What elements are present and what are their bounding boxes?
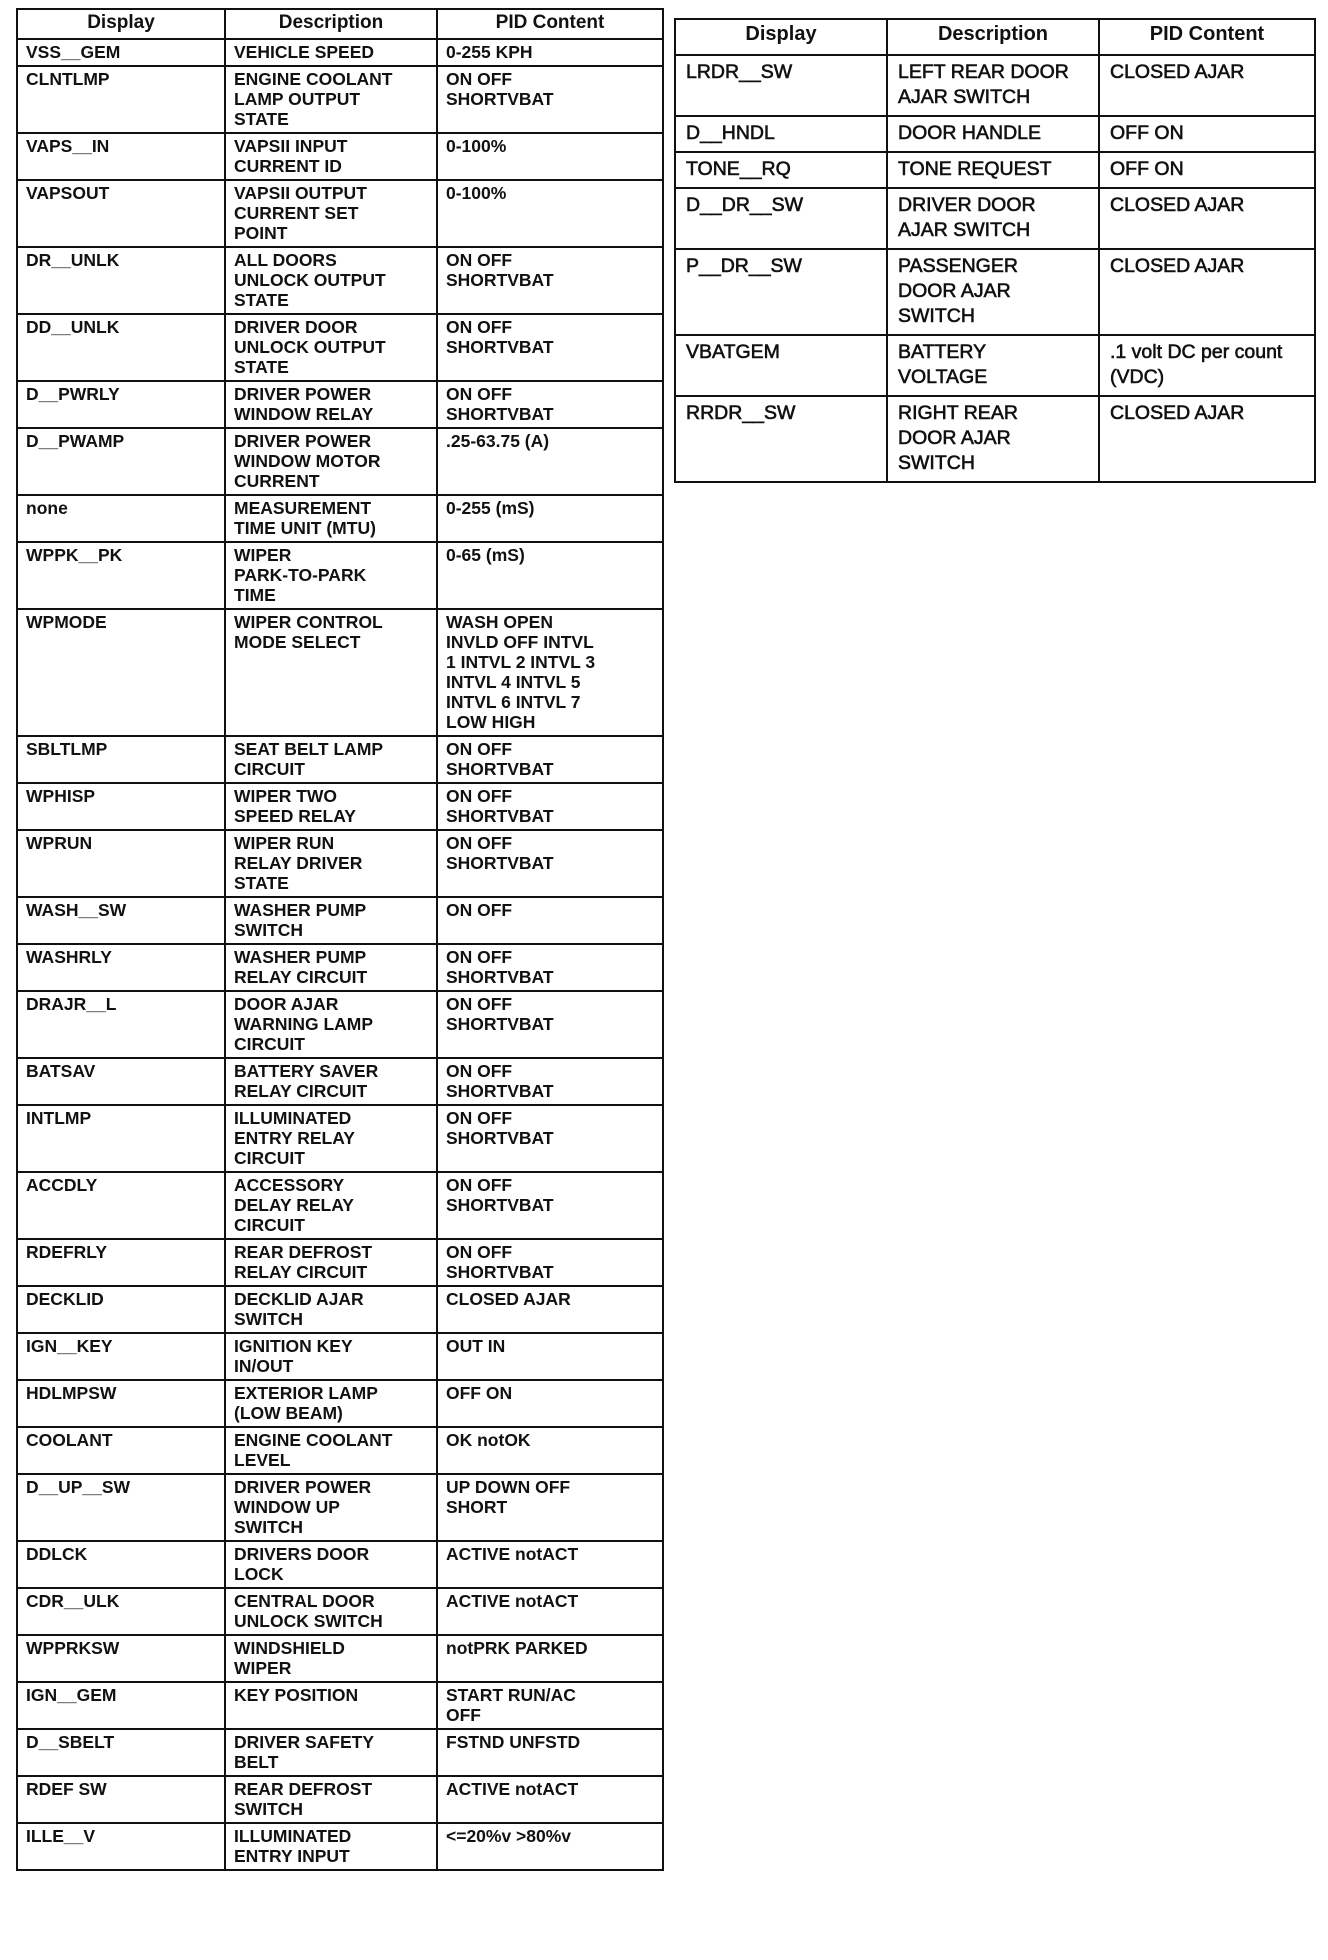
table-row <box>675 152 1315 188</box>
cell-description: DRIVER POWER WINDOW RELAY <box>225 381 437 428</box>
table-row <box>17 180 663 247</box>
cell-pid-content: UP DOWN OFF SHORT <box>437 1474 663 1541</box>
cell-pid-content: WASH OPEN INVLD OFF INTVL 1 INTVL 2 INTVL 3 INTVL 4 INTVL 5 INTVL 6 INTVL 7 LOW HIGH <box>437 609 663 736</box>
table-row <box>17 897 663 944</box>
cell-pid-content: ON OFF SHORTVBAT <box>437 736 663 783</box>
header-description: Description <box>887 19 1099 55</box>
cell-description: REAR DEFROST SWITCH <box>225 1776 437 1823</box>
header-description: Description <box>225 9 437 39</box>
left-header-row <box>17 9 663 39</box>
cell-display: WPPK__PK <box>17 542 225 609</box>
cell-pid-content: ON OFF SHORTVBAT <box>437 247 663 314</box>
cell-description: DRIVERS DOOR LOCK <box>225 1541 437 1588</box>
cell-display: RDEFRLY <box>17 1239 225 1286</box>
cell-display: ACCDLY <box>17 1172 225 1239</box>
cell-description: WASHER PUMP SWITCH <box>225 897 437 944</box>
cell-pid-content: ON OFF SHORTVBAT <box>437 1058 663 1105</box>
cell-pid-content: ON OFF SHORTVBAT <box>437 991 663 1058</box>
table-row <box>17 1058 663 1105</box>
cell-description: MEASUREMENT TIME UNIT (MTU) <box>225 495 437 542</box>
cell-description: BATTERY SAVER RELAY CIRCUIT <box>225 1058 437 1105</box>
cell-display: DRAJR__L <box>17 991 225 1058</box>
cell-description: KEY POSITION <box>225 1682 437 1729</box>
cell-description: RIGHT REAR DOOR AJAR SWITCH <box>887 396 1099 482</box>
cell-display: IGN__KEY <box>17 1333 225 1380</box>
cell-description: WIPER CONTROL MODE SELECT <box>225 609 437 736</box>
table-row <box>17 736 663 783</box>
cell-display: CDR__ULK <box>17 1588 225 1635</box>
table-row <box>17 495 663 542</box>
cell-description: DRIVER DOOR AJAR SWITCH <box>887 188 1099 249</box>
table-row <box>17 944 663 991</box>
cell-pid-content: ON OFF <box>437 897 663 944</box>
table-row <box>675 188 1315 249</box>
cell-display: RRDR__SW <box>675 396 887 482</box>
table-row <box>17 830 663 897</box>
cell-display: D__SBELT <box>17 1729 225 1776</box>
cell-description: DRIVER SAFETY BELT <box>225 1729 437 1776</box>
left-pid-table <box>16 8 664 1871</box>
right-table-body <box>675 55 1315 482</box>
table-row <box>675 335 1315 396</box>
cell-pid-content: OK notOK <box>437 1427 663 1474</box>
cell-description: IGNITION KEY IN/OUT <box>225 1333 437 1380</box>
cell-description: VAPSII INPUT CURRENT ID <box>225 133 437 180</box>
cell-description: WINDSHIELD WIPER <box>225 1635 437 1682</box>
cell-pid-content: ON OFF SHORTVBAT <box>437 944 663 991</box>
cell-display: CLNTLMP <box>17 66 225 133</box>
cell-pid-content: ON OFF SHORTVBAT <box>437 381 663 428</box>
cell-pid-content: 0-100% <box>437 180 663 247</box>
cell-display: WPHISP <box>17 783 225 830</box>
cell-description: WIPER RUN RELAY DRIVER STATE <box>225 830 437 897</box>
cell-display: LRDR__SW <box>675 55 887 116</box>
cell-display: INTLMP <box>17 1105 225 1172</box>
table-row <box>17 609 663 736</box>
table-row <box>17 1776 663 1823</box>
cell-pid-content: ON OFF SHORTVBAT <box>437 1239 663 1286</box>
cell-pid-content: CLOSED AJAR <box>1099 396 1315 482</box>
right-header-row <box>675 19 1315 55</box>
left-table-header <box>17 9 663 39</box>
cell-description: WASHER PUMP RELAY CIRCUIT <box>225 944 437 991</box>
cell-pid-content: ON OFF SHORTVBAT <box>437 1105 663 1172</box>
cell-pid-content: 0-255 (mS) <box>437 495 663 542</box>
cell-description: CENTRAL DOOR UNLOCK SWITCH <box>225 1588 437 1635</box>
cell-display: D__DR__SW <box>675 188 887 249</box>
cell-pid-content: CLOSED AJAR <box>1099 55 1315 116</box>
cell-display: DECKLID <box>17 1286 225 1333</box>
cell-pid-content: .1 volt DC per count (VDC) <box>1099 335 1315 396</box>
cell-display: BATSAV <box>17 1058 225 1105</box>
table-row <box>675 249 1315 335</box>
cell-pid-content: 0-100% <box>437 133 663 180</box>
cell-pid-content: OFF ON <box>1099 152 1315 188</box>
cell-description: DOOR AJAR WARNING LAMP CIRCUIT <box>225 991 437 1058</box>
cell-description: VAPSII OUTPUT CURRENT SET POINT <box>225 180 437 247</box>
cell-description: REAR DEFROST RELAY CIRCUIT <box>225 1239 437 1286</box>
table-row <box>17 247 663 314</box>
cell-description: ILLUMINATED ENTRY INPUT <box>225 1823 437 1870</box>
table-row <box>17 1823 663 1870</box>
cell-display: DD__UNLK <box>17 314 225 381</box>
cell-description: WIPER PARK-TO-PARK TIME <box>225 542 437 609</box>
cell-display: DR__UNLK <box>17 247 225 314</box>
cell-display: COOLANT <box>17 1427 225 1474</box>
cell-pid-content: OFF ON <box>437 1380 663 1427</box>
table-row <box>17 1588 663 1635</box>
cell-display: WPMODE <box>17 609 225 736</box>
table-row <box>675 116 1315 152</box>
table-row <box>17 783 663 830</box>
cell-display: TONE__RQ <box>675 152 887 188</box>
cell-display: VAPSOUT <box>17 180 225 247</box>
cell-display: VAPS__IN <box>17 133 225 180</box>
cell-display: VBATGEM <box>675 335 887 396</box>
table-row <box>17 542 663 609</box>
table-row <box>17 1239 663 1286</box>
header-display: Display <box>675 19 887 55</box>
table-row <box>17 381 663 428</box>
cell-pid-content: ON OFF SHORTVBAT <box>437 783 663 830</box>
cell-pid-content: CLOSED AJAR <box>437 1286 663 1333</box>
cell-display: RDEF SW <box>17 1776 225 1823</box>
cell-display: D__PWRLY <box>17 381 225 428</box>
cell-pid-content: ACTIVE notACT <box>437 1541 663 1588</box>
cell-description: ALL DOORS UNLOCK OUTPUT STATE <box>225 247 437 314</box>
cell-display: none <box>17 495 225 542</box>
cell-description: DECKLID AJAR SWITCH <box>225 1286 437 1333</box>
header-display: Display <box>17 9 225 39</box>
cell-description: TONE REQUEST <box>887 152 1099 188</box>
cell-display: IGN__GEM <box>17 1682 225 1729</box>
table-row <box>17 991 663 1058</box>
cell-description: ENGINE COOLANT LAMP OUTPUT STATE <box>225 66 437 133</box>
cell-pid-content: 0-65 (mS) <box>437 542 663 609</box>
table-row <box>17 1682 663 1729</box>
cell-pid-content: CLOSED AJAR <box>1099 188 1315 249</box>
table-row <box>17 314 663 381</box>
right-table-header <box>675 19 1315 55</box>
cell-pid-content: ON OFF SHORTVBAT <box>437 66 663 133</box>
header-pid-content: PID Content <box>1099 19 1315 55</box>
cell-display: HDLMPSW <box>17 1380 225 1427</box>
cell-description: ENGINE COOLANT LEVEL <box>225 1427 437 1474</box>
table-row <box>17 39 663 66</box>
cell-description: PASSENGER DOOR AJAR SWITCH <box>887 249 1099 335</box>
cell-description: SEAT BELT LAMP CIRCUIT <box>225 736 437 783</box>
cell-pid-content: ACTIVE notACT <box>437 1588 663 1635</box>
table-row <box>17 1286 663 1333</box>
right-pid-table <box>674 18 1316 483</box>
cell-pid-content: ON OFF SHORTVBAT <box>437 830 663 897</box>
left-table-body <box>17 39 663 1870</box>
table-row <box>17 428 663 495</box>
table-row <box>17 1729 663 1776</box>
table-row <box>17 1105 663 1172</box>
cell-display: VSS__GEM <box>17 39 225 66</box>
cell-display: WASH__SW <box>17 897 225 944</box>
table-row <box>17 1541 663 1588</box>
cell-description: DRIVER POWER WINDOW UP SWITCH <box>225 1474 437 1541</box>
cell-description: ILLUMINATED ENTRY RELAY CIRCUIT <box>225 1105 437 1172</box>
cell-display: DDLCK <box>17 1541 225 1588</box>
cell-description: DRIVER DOOR UNLOCK OUTPUT STATE <box>225 314 437 381</box>
table-row <box>17 1427 663 1474</box>
cell-pid-content: ACTIVE notACT <box>437 1776 663 1823</box>
table-row <box>17 1333 663 1380</box>
table-row <box>675 55 1315 116</box>
cell-display: SBLTLMP <box>17 736 225 783</box>
cell-description: DRIVER POWER WINDOW MOTOR CURRENT <box>225 428 437 495</box>
cell-display: WASHRLY <box>17 944 225 991</box>
table-row <box>17 133 663 180</box>
cell-pid-content: 0-255 KPH <box>437 39 663 66</box>
cell-pid-content: OFF ON <box>1099 116 1315 152</box>
cell-display: WPPRKSW <box>17 1635 225 1682</box>
cell-pid-content: START RUN/AC OFF <box>437 1682 663 1729</box>
cell-description: DOOR HANDLE <box>887 116 1099 152</box>
cell-pid-content: <=20%v >80%v <box>437 1823 663 1870</box>
table-row <box>17 1380 663 1427</box>
cell-pid-content: OUT IN <box>437 1333 663 1380</box>
cell-pid-content: .25-63.75 (A) <box>437 428 663 495</box>
cell-pid-content: FSTND UNFSTD <box>437 1729 663 1776</box>
cell-display: D__UP__SW <box>17 1474 225 1541</box>
cell-display: ILLE__V <box>17 1823 225 1870</box>
cell-description: BATTERY VOLTAGE <box>887 335 1099 396</box>
cell-display: WPRUN <box>17 830 225 897</box>
table-row <box>17 1474 663 1541</box>
cell-description: ACCESSORY DELAY RELAY CIRCUIT <box>225 1172 437 1239</box>
cell-description: LEFT REAR DOOR AJAR SWITCH <box>887 55 1099 116</box>
table-row <box>17 66 663 133</box>
cell-pid-content: CLOSED AJAR <box>1099 249 1315 335</box>
cell-pid-content: ON OFF SHORTVBAT <box>437 1172 663 1239</box>
cell-pid-content: ON OFF SHORTVBAT <box>437 314 663 381</box>
table-row <box>17 1635 663 1682</box>
table-row <box>17 1172 663 1239</box>
cell-description: VEHICLE SPEED <box>225 39 437 66</box>
cell-description: WIPER TWO SPEED RELAY <box>225 783 437 830</box>
cell-pid-content: notPRK PARKED <box>437 1635 663 1682</box>
cell-display: D__PWAMP <box>17 428 225 495</box>
cell-description: EXTERIOR LAMP (LOW BEAM) <box>225 1380 437 1427</box>
cell-display: P__DR__SW <box>675 249 887 335</box>
table-row <box>675 396 1315 482</box>
header-pid-content: PID Content <box>437 9 663 39</box>
cell-display: D__HNDL <box>675 116 887 152</box>
